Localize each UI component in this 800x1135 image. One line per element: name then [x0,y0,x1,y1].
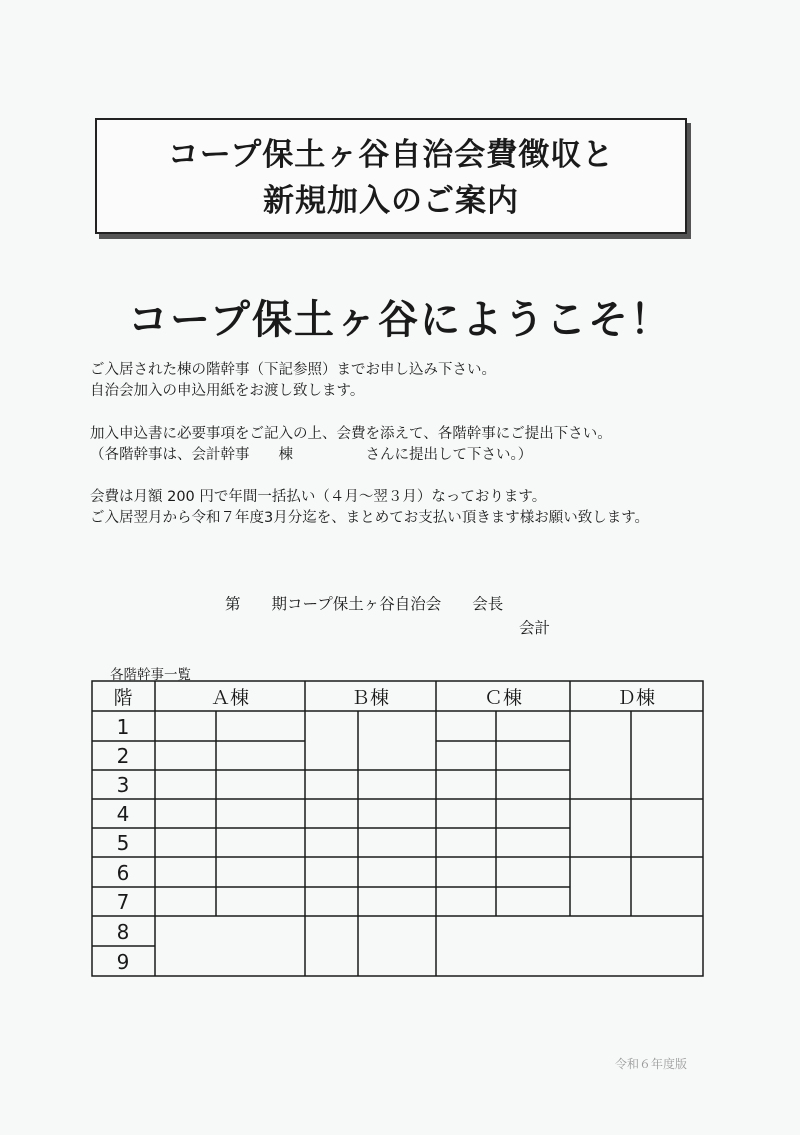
title-line-2: 新規加入のご案内 [263,183,519,219]
paragraph-line: 自治会加入の申込用紙をお渡し致します。 [90,383,365,399]
floor-number: 2 [116,744,130,768]
paragraph-line: ご入居翌月から令和７年度3月分迄を、まとめてお支払い頂きます様お願い致します。 [90,510,650,526]
floor-number: 4 [116,802,130,826]
welcome-heading: コープ保土ヶ谷にようこそ！ [128,297,672,343]
header-floor: 階 [113,687,133,709]
floor-number: 5 [116,831,130,855]
title-line-1: コープ保土ヶ谷自治会費徴収と [167,137,615,173]
floor-number: 7 [116,890,130,914]
paragraph-line: ご入居された棟の階幹事（下記参照）までお申し込み下さい。 [90,362,496,378]
floor-number: 9 [116,950,130,974]
header-block-a: Ａ棟 [210,687,250,709]
floor-number: 8 [116,920,130,944]
signature-line-accountant: 会計 [519,619,551,637]
paragraph-line: （各階幹事は、会計幹事 棟 さんに提出して下さい。） [90,447,533,463]
signature-line-president: 第 期コープ保土ヶ谷自治会 会長 [225,595,504,613]
table-grid-lines [92,681,703,976]
header-block-c: Ｃ棟 [483,687,523,709]
edition-footer: 令和６年度版 [615,1057,688,1071]
header-block-b: Ｂ棟 [350,687,390,709]
floor-number: 6 [116,861,130,885]
paragraph-line: 会費は月額 200 円で年間一括払い（４月～翌３月）なっております。 [90,489,547,505]
header-block-d: Ｄ棟 [616,687,656,709]
floor-number: 3 [116,773,130,797]
table-caption: 各階幹事一覧 [110,667,191,683]
paragraph-line: 加入申込書に必要事項をご記入の上、会費を添えて、各階幹事にご提出下さい。 [90,426,612,442]
floor-number: 1 [116,715,130,739]
